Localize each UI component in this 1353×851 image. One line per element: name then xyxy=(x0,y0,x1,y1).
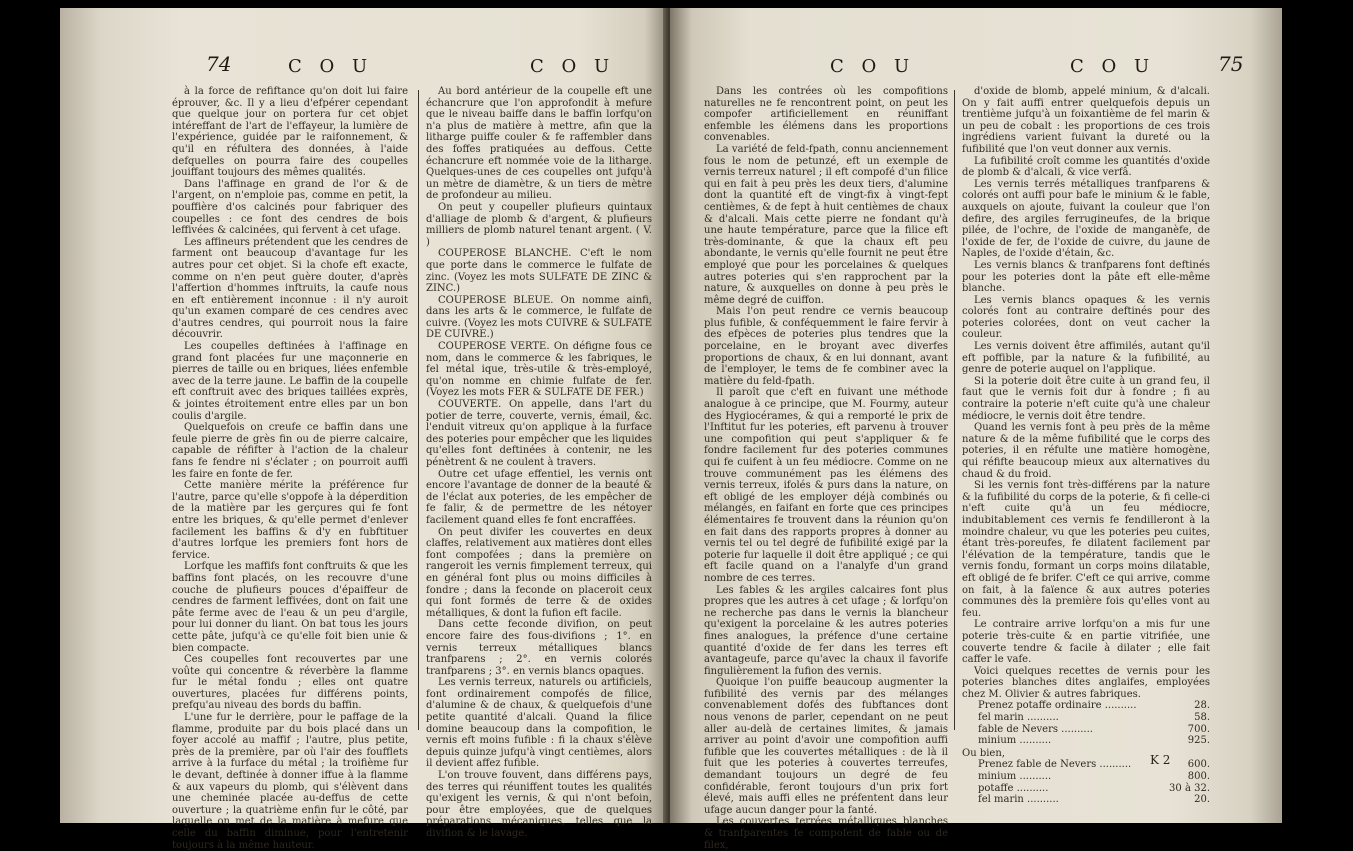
ingredient-name: potaffe .......... xyxy=(978,782,1049,794)
recipe-row xyxy=(962,794,1210,806)
paragraph: Outre cet ufage effentiel, les vernis ont encore l'avantage de donner de la beauté & de l'éclat aux poteries, de les empêcher de fe falir, & de permettre de les nétoyer facilement quand elles fe font encraffées. xyxy=(426,468,652,526)
paragraph: Les fables & les argiles calcaires font plus propres que les autres à cet ufage ; & lorfqu'on ne recherche pas dans le vernis la blancheur qu'exigent la porcelaine & les autres poteries fines analogues, la préfence d'une certaine quantité d'oxide de fer dans les terres eft avantageufe, parce qu'avec la chaux il favorife fingulièrement la fufion des vernis. xyxy=(704,584,948,677)
ingredient-quantity: 28. xyxy=(1194,700,1210,712)
paragraph: Le contraire arrive lorfqu'on a mis fur une poterie très-cuite & en partie vitrifiée, une couverte tendre & facile à dilater ; elle fait caffer le vafe. xyxy=(962,619,1210,666)
recipe-row xyxy=(962,735,1210,747)
ingredient-quantity: 700. xyxy=(1187,723,1210,735)
running-head-left: C O U xyxy=(288,56,374,77)
text-column-2 xyxy=(426,86,652,840)
ingredient-quantity: 600. xyxy=(1187,759,1210,771)
paragraph: Les vernis blancs & tranfparens font deftinés pour les poteries dont la pâte eft elle-même blanche. xyxy=(962,259,1210,295)
paragraph: COUPEROSE BLANCHE. C'eft le nom que porte dans le commerce le fulfate de zinc. (Voyez les mots SULFATE DE ZINC & ZINC.) xyxy=(426,248,652,295)
recipe-or-label: Ou bien, xyxy=(962,747,1005,759)
open-book xyxy=(60,8,1282,851)
ingredient-name: fel marin .......... xyxy=(978,794,1059,806)
ingredient-name: minium .......... xyxy=(978,771,1052,783)
ingredient-name: Prenez fable de Nevers .......... xyxy=(978,759,1132,771)
running-head-right: C O U xyxy=(530,56,616,77)
paragraph: COUPEROSE VERTE. On défigne fous ce nom, dans le commerce & les fabriques, le fel métal ique, très-utile & très-employé, qu'on nomme en chimie fulfate de fer. (Voyez les mots FER & SULFATE DE FER.) xyxy=(426,341,652,399)
page-number: 75 xyxy=(1218,52,1244,76)
ingredient-quantity: 925. xyxy=(1187,735,1210,747)
ingredient-name: Prenez potaffe ordinaire .......... xyxy=(978,700,1137,712)
paragraph: à la force de refiftance qu'on doit lui faire éprouver, &c. Il y a lieu d'efpérer cependant que quelque jour on portera fur cet objet intéreffant de l'art de l'effayeur, la lumière de l'expérience, guidée par le raifonnement, & qu'il en réfultera des données, à l'aide defquelles on pourra faire des coupelles jouiffant toujours des mêmes qualités. xyxy=(172,86,408,179)
text-column-1 xyxy=(172,86,408,851)
text-column-1 xyxy=(704,86,948,851)
paragraph: COUVERTE. On appelle, dans l'art du potier de terre, couverte, vernis, émail, &c. l'enduit vitreux qu'on applique à la furface des poteries pour empêcher que les liquides qu'elles font deftinées à contenir, ne les pénètrent & ne coulent à travers. xyxy=(426,399,652,468)
paragraph: Quelquefois on creufe ce baffin dans une feule pierre de grès fin ou de pierre calcaire, capable de réfifter à l'action de la chaleur fans fe fendre ni s'éclater ; on pourroit auffi les faire en fonte de fer. xyxy=(172,422,408,480)
paragraph: Si la poterie doit être cuite à un grand feu, il faut que le vernis foit dur à fondre ; fi au contraire la poterie n'eft cuite qu'à une chaleur médiocre, le vernis doit être tendre. xyxy=(962,375,1210,422)
paragraph: Les couvertes terrées métalliques blanches & tranfparentes fe compofent de fable ou de filex, xyxy=(704,816,948,851)
paragraph: Si les vernis font très-différens par la nature & la fufibilité du corps de la poterie, & fi celle-ci n'eft cuite qu'à un feu médiocre, indubitablement ces vernis fe fendilleront à la moindre chaleur, vu que les poteries peu cuites, étant très-poreufes, fe dilatent facilement par l'élévation de la température, tandis que le vernis fondu, formant un corps moins dilatable, eft obligé de fe brifer. C'eft ce qui arrive, comme on fait, à la faïence & aux autres poteries communes dès la première fois qu'elles vont au feu. xyxy=(962,480,1210,619)
recipe-list-1 xyxy=(962,700,1210,746)
ingredient-quantity: 30 à 32. xyxy=(1169,782,1210,794)
recipe-row xyxy=(962,759,1210,771)
recipe-list-2 xyxy=(962,759,1210,805)
column-paragraphs xyxy=(962,86,1210,700)
paragraph: Les vernis terrés métalliques tranfparens & colorés ont auffi pour bafe le minium & le fable, auxquels on ajoute, fuivant la couleur que l'on defire, des argiles ferrugineufes, de la brique pilée, de l'ochre, de l'oxide de manganèfe, de l'oxide de fer, de l'oxide de cuivre, du jaune de Naples, de l'oxide d'étain, &c. xyxy=(962,178,1210,260)
text-column-2 xyxy=(962,86,1210,806)
paragraph: La fufibilité croît comme les quantités d'oxide de plomb & d'alcali, & vice verfâ. xyxy=(962,155,1210,179)
paragraph: Quoique l'on puiffe beaucoup augmenter la fufibilité des vernis par des mélanges convenablement dofés des fubftances dont nous venons de parler, cependant on ne peut aller au-delà de certaines limites, & jamais arriver au point d'avoir une compofition auffi fufible que les couvertes métalliques : de là il fuit que les poteries à couvertes terreufes, demandant toujours un degré de feu confidérable, feront toujours d'un prix fort élevé, mais auffi elles ne préfentent dans leur ufage aucun danger pour la fanté. xyxy=(704,677,948,816)
column-rule xyxy=(954,90,955,730)
paragraph: Les coupelles deftinées à l'affinage en grand font placées fur une maçonnerie en pierres de taille ou en briques, liées enfemble avec de la terre jaune. Le baffin de la coupelle eft conftruit avec des briques taillées exprès, & jointes étroitement entre elles par un bon coulis d'argile. xyxy=(172,341,408,422)
right-page xyxy=(670,8,1282,851)
recipe-row xyxy=(962,771,1210,783)
paragraph: COUPEROSE BLEUE. On nomme ainfi, dans les arts & le commerce, le fulfate de cuivre. (Voyez les mots CUIVRE & SULFATE DE CUIVRE.) xyxy=(426,294,652,341)
left-page xyxy=(60,8,668,851)
paragraph: La variété de feld-fpath, connu anciennement fous le nom de petunzé, eft un exemple de vernis terreux naturel ; il eft compofé d'un filice qui en fait à peu près les deux tiers, d'alumine dont la quantité eft de vingt-fix à vingt-fept centièmes, & de fept à huit centièmes de chaux & d'alcali. Mais cette pierre ne fondant qu'à une haute température, parce que la filice eft très-dominante, & que la chaux eft peu abondante, le vernis qu'elle fournit ne peut être employé que pour les porcelaines & quelques autres poteries qui s'en rapprochent par la nature, & auxquelles on donne à peu près le même degré de cuiffon. xyxy=(704,143,948,306)
paragraph: Il paroît que c'eft en fuivant une méthode analogue à ce principe, que M. Fourmy, auteur des Hygiocérames, & qui a remporté le prix de l'Inftitut fur les poteries, eft parvenu à trouver une compofition qui peut s'appliquer & fe fondre facilement fur des poteries communes qui fe cuifent à un feu médiocre. Comme on ne trouve communément pas les élémens des vernis terreux, ifolés & purs dans la nature, on eft obligé de les employer déjà combinés ou mélangés, en faifant en forte que ces principes élémentaires fe trouvent dans la réunion qu'on en fait dans des rapports propres à donner au vernis tel ou tel degré de fufibilité exigé par la poterie fur laquelle il doit être appliqué ; ce qui eft facile quand on a l'analyfe d'un grand nombre de ces terres. xyxy=(704,387,948,584)
paragraph: Dans cette feconde divifion, on peut encore faire des fous-divifions ; 1°. en vernis terreux métalliques blancs tranfparens ; 2°. en vernis colorés tranfparens ; 3°. en vernis blancs opaques. xyxy=(426,619,652,677)
paragraph: Lorfque les maffifs font conftruits & que les baffins font placés, on les recouvre d'une couche de plufieurs pouces d'épaiffeur de cendres de farment leffivées, dont on fait une pâte ferme avec de l'eau & un peu d'argile, pour lui donner du liant. On bat tous les jours cette pâte, jufqu'à ce qu'elle foit bien unie & bien compacte. xyxy=(172,561,408,654)
paragraph: Les vernis terreux, naturels ou artificiels, font ordinairement compofés de filice, d'alumine & de chaux, & quelquefois d'une petite quantité d'alcali. Quand la filice domine beaucoup dans la compofition, le vernis eft moins fufible : fi la chaux s'élève depuis quinze jufqu'à vingt centièmes, alors il devient affez fufible. xyxy=(426,677,652,770)
paragraph: Quand les vernis font à peu près de la même nature & de la même fufibilité que le corps des poteries, il en réfulte une matière homogène, qui réfifte beaucoup mieux aux alternatives du chaud & du froid. xyxy=(962,422,1210,480)
paragraph: Cette manière mérite la préférence fur l'autre, parce qu'elle s'oppofe à la déperdition de la matière par les gerçures qui fe font entre les briques, & qu'elle permet d'enlever facilement les baffins & d'y en fubftituer d'autres lorfque les premiers font hors de fervice. xyxy=(172,480,408,561)
recipe-row xyxy=(962,783,1210,795)
ingredient-name: fel marin .......... xyxy=(978,712,1059,724)
paragraph: On peut y coupeller plufieurs quintaux d'alliage de plomb & d'argent, & plufieurs milliers de plomb naturel tenant argent. ( V. ) xyxy=(426,201,652,248)
paragraph: Les vernis doivent être affimilés, autant qu'il eft poffible, par la nature & la fufibilité, au genre de poterie auquel on l'applique. xyxy=(962,341,1210,376)
ingredient-name: minium .......... xyxy=(978,735,1052,747)
signature-mark: K 2 xyxy=(1150,753,1171,767)
ingredient-quantity: 800. xyxy=(1187,771,1210,783)
recipe-row xyxy=(962,724,1210,736)
page-number: 74 xyxy=(206,52,232,76)
paragraph: d'oxide de blomb, appelé minium, & d'alcali. On y fait auffi entrer quelquefois depuis un trentième jufqu'à un foixantième de fel marin & un peu de cobalt : les proportions de ces trois ingrédiens varient fuivant la dureté ou la fufibilité que l'on veut donner aux vernis. xyxy=(962,86,1210,155)
column-rule xyxy=(418,90,419,730)
paragraph: Dans l'affinage en grand de l'or & de l'argent, on n'emploie pas, comme en petit, la pouffière d'os calcinés pour fabriquer des coupelles : ce font des cendres de bois leffivées & calcinées, qui fervent à cet ufage. xyxy=(172,178,408,237)
paragraph: L'on trouve fouvent, dans différens pays, des terres qui réuniffent toutes les qualités qu'exigent les vernis, & qui n'ont befoin, pour être employées, que de quelques préparations mécaniques, telles que la divifion & le lavage. xyxy=(426,770,652,839)
recipe-row xyxy=(962,712,1210,724)
paragraph: Les affineurs prétendent que les cendres de farment ont beaucoup d'avantage fur les autres pour cet objet. Si la chofe eft exacte, comme on n'en peut guère douter, d'après l'affertion d'hommes inftruits, la caufe nous en eft entièrement inconnue : il n'y auroit qu'un examen comparé de ces cendres avec d'autres cendres, qui pourroit nous la faire découvrir. xyxy=(172,236,408,341)
paragraph: Dans les contrées où les compofitions naturelles ne fe rencontrent point, on peut les compofer artificiellement en réuniffant enfemble les élémens dans les proportions convenables. xyxy=(704,86,948,144)
ingredient-quantity: 58. xyxy=(1194,712,1210,724)
recipe-row xyxy=(962,700,1210,712)
paragraph: Les vernis blancs opaques & les vernis colorés font au contraire deftinés pour des poteries colorées, dont on veut cacher la couleur. xyxy=(962,294,1210,341)
paragraph: Voici quelques recettes de vernis pour les poteries blanches dites anglaifes, employées chez M. Olivier & autres fabriques. xyxy=(962,665,1210,700)
paragraph: On peut divifer les couvertes en deux claffes, relativement aux matières dont elles font compofées ; dans la première on rangeroit les vernis fimplement terreux, qui en général font plus ou moins difficiles à fondre ; dans la feconde on placeroit ceux qui font formés de terre & de oxides métalliques, & dont la fufion eft facile. xyxy=(426,526,652,619)
ingredient-name: fable de Nevers .......... xyxy=(978,723,1093,735)
paragraph: L'une fur le derrière, pour le paffage de la flamme, produite par du bois placé dans un foyer accolé au maffif ; l'autre, plus petite, près de la première, par où l'air des foufflets arrive à la furface du métal ; la troifième fur le devant, deftinée à donner iffue à la flamme & aux vapeurs du plomb, qui s'élèvent dans une cheminée placée au-deffus de cette ouverture ; la quatrième enfin fur le côté, par laquelle on met de la matière à mefure que celle du baffin diminue, pour l'entretenir toujours à la même hauteur. xyxy=(172,712,408,851)
running-head-left: C O U xyxy=(830,56,916,77)
paragraph: Mais l'on peut rendre ce vernis beaucoup plus fufible, & conféquemment le faire fervir à des efpèces de poteries plus tendres que la porcelaine, en le broyant avec diverfes proportions de chaux, & en lui donnant, avant de l'employer, le tems de fe combiner avec la matière du feld-fpath. xyxy=(704,306,948,387)
ingredient-quantity: 20. xyxy=(1194,794,1210,806)
running-head-right: C O U xyxy=(1070,56,1156,77)
paragraph: Au bord antérieur de la coupelle eft une échancrure que l'on approfondit à mefure que le niveau baiffe dans le baffin lorfqu'on n'a plus de matière à mettre, afin que la litharge puiffe couler & fe raffembler dans des foffes pratiquées au deffous. Cette échancrure eft nommée voie de la litharge. Quelques-unes de ces coupelles ont jufqu'à un mètre de diamètre, & un tiers de mètre de profondeur au milieu. xyxy=(426,86,652,202)
paragraph: Ces coupelles font recouvertes par une voûte qui concentre & réverbère la flamme fur le métal fondu ; elles ont quatre ouvertures, placées fur différens points, prefqu'au niveau des bords du baffin. xyxy=(172,654,408,712)
